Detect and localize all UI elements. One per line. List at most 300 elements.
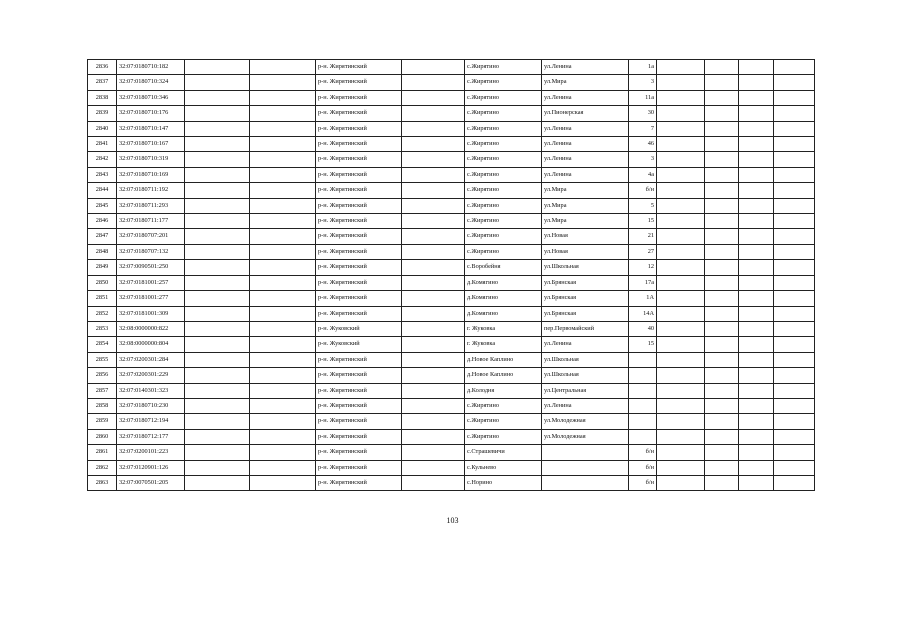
district-cell: р-н. Жирятинский [316,352,402,367]
house-number-cell: 30 [629,106,657,121]
empty-cell [185,167,250,182]
table-row [88,429,815,444]
empty-cell [739,337,774,352]
table-body [88,60,815,491]
empty-cell [657,306,705,321]
empty-cell [774,368,815,383]
district-cell: р-н. Жирятинский [316,183,402,198]
table-row [88,106,815,121]
empty-cell [739,275,774,290]
cadastral-number-cell: 32:07:0200101:223 [117,445,185,460]
row-number-cell: 2859 [88,414,117,429]
empty-cell [705,183,739,198]
empty-cell [250,414,316,429]
house-number-cell: 27 [629,244,657,259]
table-row [88,275,815,290]
empty-cell [774,352,815,367]
empty-cell [774,275,815,290]
district-cell: р-н. Жирятинский [316,229,402,244]
district-cell: р-н. Жирятинский [316,475,402,490]
table-row [88,198,815,213]
cadastral-number-cell: 32:07:0180710:230 [117,398,185,413]
house-number-cell: 7 [629,121,657,136]
empty-cell [402,167,465,182]
empty-cell [739,260,774,275]
empty-cell [402,229,465,244]
street-cell [542,460,629,475]
locality-cell: д.Комягино [465,291,542,306]
empty-cell [657,152,705,167]
empty-cell [657,398,705,413]
empty-cell [657,368,705,383]
empty-cell [774,75,815,90]
row-number-cell: 2848 [88,244,117,259]
cadastral-number-cell: 32:07:0180710:147 [117,121,185,136]
empty-cell [250,152,316,167]
empty-cell [250,460,316,475]
empty-cell [250,121,316,136]
empty-cell [185,368,250,383]
district-cell: р-н. Жуковский [316,337,402,352]
empty-cell [657,475,705,490]
empty-cell [705,275,739,290]
empty-cell [250,183,316,198]
table-row [88,183,815,198]
empty-cell [705,352,739,367]
empty-cell [657,214,705,229]
empty-cell [657,167,705,182]
street-cell: ул.Ленина [542,167,629,182]
street-cell: ул.Брянская [542,306,629,321]
table-row [88,337,815,352]
empty-cell [185,137,250,152]
empty-cell [739,60,774,75]
cadastral-number-cell: 32:08:0000000:822 [117,321,185,336]
empty-cell [402,75,465,90]
house-number-cell: 5 [629,198,657,213]
row-number-cell: 2862 [88,460,117,475]
district-cell: р-н. Жуковский [316,321,402,336]
row-number-cell: 2845 [88,198,117,213]
empty-cell [657,337,705,352]
street-cell: ул.Школьная [542,352,629,367]
empty-cell [250,398,316,413]
empty-cell [739,291,774,306]
empty-cell [705,106,739,121]
empty-cell [402,368,465,383]
house-number-cell: 4а [629,167,657,182]
district-cell: р-н. Жирятинский [316,383,402,398]
empty-cell [774,229,815,244]
street-cell: ул.Ленина [542,152,629,167]
empty-cell [402,106,465,121]
locality-cell: д.Новое Каплино [465,368,542,383]
empty-cell [657,137,705,152]
row-number-cell: 2841 [88,137,117,152]
street-cell: ул.Школьная [542,260,629,275]
cadastral-number-cell: 32:07:0180710:176 [117,106,185,121]
locality-cell: с.Жирятино [465,244,542,259]
locality-cell: с.Жирятино [465,137,542,152]
district-cell: р-н. Жирятинский [316,260,402,275]
empty-cell [739,229,774,244]
table-row [88,229,815,244]
empty-cell [705,167,739,182]
house-number-cell [629,352,657,367]
empty-cell [185,321,250,336]
empty-cell [774,445,815,460]
street-cell: ул.Мира [542,198,629,213]
district-cell: р-н. Жирятинский [316,152,402,167]
locality-cell: с.Жирятино [465,429,542,444]
table-row [88,445,815,460]
district-cell: р-н. Жирятинский [316,198,402,213]
cadastral-number-cell: 32:07:0180710:182 [117,60,185,75]
cadastral-number-cell: 32:07:0180712:177 [117,429,185,444]
empty-cell [657,321,705,336]
house-number-cell: 1А [629,291,657,306]
table-row [88,368,815,383]
empty-cell [657,229,705,244]
cadastral-number-cell: 32:07:0200301:229 [117,368,185,383]
empty-cell [657,75,705,90]
empty-cell [185,337,250,352]
locality-cell: с.Жирятино [465,75,542,90]
empty-cell [657,275,705,290]
empty-cell [250,137,316,152]
empty-cell [185,198,250,213]
empty-cell [657,445,705,460]
empty-cell [250,75,316,90]
empty-cell [657,244,705,259]
locality-cell: с.Жирятино [465,60,542,75]
house-number-cell: б/н [629,183,657,198]
street-cell: ул.Молодежная [542,429,629,444]
district-cell: р-н. Жирятинский [316,244,402,259]
empty-cell [185,214,250,229]
empty-cell [402,291,465,306]
empty-cell [250,106,316,121]
cadastral-number-cell: 32:07:0180711:192 [117,183,185,198]
street-cell: ул.Брянская [542,291,629,306]
house-number-cell: 14А [629,306,657,321]
cadastral-number-cell: 32:07:0180707:132 [117,244,185,259]
empty-cell [739,198,774,213]
locality-cell: г. Жуковка [465,337,542,352]
row-number-cell: 2847 [88,229,117,244]
table-row [88,152,815,167]
locality-cell: д.Комягино [465,306,542,321]
empty-cell [774,429,815,444]
empty-cell [739,106,774,121]
empty-cell [657,383,705,398]
empty-cell [739,90,774,105]
empty-cell [739,75,774,90]
empty-cell [774,414,815,429]
empty-cell [402,414,465,429]
cadastral-number-cell: 32:07:0181001:309 [117,306,185,321]
table-row [88,306,815,321]
row-number-cell: 2852 [88,306,117,321]
street-cell: ул.Центральная [542,383,629,398]
empty-cell [774,321,815,336]
street-cell: ул.Новая [542,229,629,244]
row-number-cell: 2849 [88,260,117,275]
district-cell: р-н. Жирятинский [316,75,402,90]
empty-cell [250,337,316,352]
empty-cell [705,368,739,383]
row-number-cell: 2856 [88,368,117,383]
empty-cell [739,429,774,444]
street-cell: ул.Пионерская [542,106,629,121]
table-row [88,244,815,259]
empty-cell [657,90,705,105]
empty-cell [657,260,705,275]
empty-cell [739,183,774,198]
locality-cell: с.Жирятино [465,106,542,121]
row-number-cell: 2838 [88,90,117,105]
empty-cell [185,106,250,121]
empty-cell [250,475,316,490]
empty-cell [250,291,316,306]
empty-cell [705,214,739,229]
locality-cell: с.Жирятино [465,229,542,244]
house-number-cell: 15 [629,337,657,352]
cadastral-number-cell: 32:08:0000000:804 [117,337,185,352]
row-number-cell: 2840 [88,121,117,136]
empty-cell [657,352,705,367]
house-number-cell [629,414,657,429]
empty-cell [402,337,465,352]
empty-cell [402,198,465,213]
empty-cell [250,214,316,229]
locality-cell: с.Жирятино [465,121,542,136]
table-row [88,460,815,475]
house-number-cell: 17а [629,275,657,290]
empty-cell [705,429,739,444]
table-row [88,260,815,275]
empty-cell [185,429,250,444]
empty-cell [250,90,316,105]
empty-cell [185,60,250,75]
house-number-cell: б/н [629,460,657,475]
empty-cell [739,167,774,182]
table-row [88,214,815,229]
empty-cell [705,75,739,90]
empty-cell [774,306,815,321]
empty-cell [739,414,774,429]
row-number-cell: 2863 [88,475,117,490]
empty-cell [402,244,465,259]
locality-cell: г. Жуковка [465,321,542,336]
empty-cell [185,352,250,367]
empty-cell [250,60,316,75]
row-number-cell: 2858 [88,398,117,413]
empty-cell [185,475,250,490]
empty-cell [774,291,815,306]
district-cell: р-н. Жирятинский [316,106,402,121]
cadastral-number-cell: 32:07:0180711:293 [117,198,185,213]
street-cell: ул.Молодежная [542,414,629,429]
cadastral-number-cell: 32:07:0070501:205 [117,475,185,490]
house-number-cell: б/н [629,475,657,490]
empty-cell [705,445,739,460]
empty-cell [185,383,250,398]
empty-cell [774,398,815,413]
house-number-cell: 3 [629,75,657,90]
cadastral-number-cell: 32:07:0180710:346 [117,90,185,105]
cadastral-number-cell: 32:07:0180710:169 [117,167,185,182]
cadastral-number-cell: 32:07:0180710:319 [117,152,185,167]
locality-cell: с.Жирятино [465,152,542,167]
empty-cell [402,214,465,229]
cadastral-number-cell: 32:07:0180710:167 [117,137,185,152]
cadastral-number-cell: 32:07:0200301:284 [117,352,185,367]
empty-cell [402,275,465,290]
locality-cell: д.Колодня [465,383,542,398]
empty-cell [705,244,739,259]
empty-cell [705,475,739,490]
street-cell: ул.Ленина [542,398,629,413]
table-row [88,414,815,429]
street-cell: ул.Мира [542,75,629,90]
empty-cell [774,260,815,275]
empty-cell [250,352,316,367]
empty-cell [774,60,815,75]
street-cell: ул.Ленина [542,137,629,152]
empty-cell [250,275,316,290]
row-number-cell: 2842 [88,152,117,167]
locality-cell: д.Комягино [465,275,542,290]
row-number-cell: 2851 [88,291,117,306]
house-number-cell: 46 [629,137,657,152]
empty-cell [657,429,705,444]
house-number-cell: 11а [629,90,657,105]
empty-cell [402,90,465,105]
row-number-cell: 2836 [88,60,117,75]
row-number-cell: 2846 [88,214,117,229]
table-row [88,90,815,105]
empty-cell [402,183,465,198]
empty-cell [402,398,465,413]
empty-cell [402,306,465,321]
empty-cell [739,383,774,398]
street-cell: ул.Мира [542,214,629,229]
empty-cell [774,90,815,105]
empty-cell [250,306,316,321]
page-number: 103 [446,516,459,525]
district-cell: р-н. Жирятинский [316,167,402,182]
table-row [88,321,815,336]
empty-cell [739,460,774,475]
empty-cell [739,214,774,229]
house-number-cell: 21 [629,229,657,244]
table-row [88,291,815,306]
district-cell: р-н. Жирятинский [316,291,402,306]
street-cell: ул.Ленина [542,121,629,136]
empty-cell [250,429,316,444]
empty-cell [250,244,316,259]
district-cell: р-н. Жирятинский [316,445,402,460]
row-number-cell: 2861 [88,445,117,460]
row-number-cell: 2854 [88,337,117,352]
empty-cell [739,152,774,167]
cadastral-number-cell: 32:07:0180710:324 [117,75,185,90]
street-cell: ул.Школьная [542,368,629,383]
empty-cell [774,183,815,198]
row-number-cell: 2837 [88,75,117,90]
empty-cell [739,306,774,321]
empty-cell [774,137,815,152]
empty-cell [657,291,705,306]
table-row [88,121,815,136]
row-number-cell: 2860 [88,429,117,444]
cadastral-number-cell: 32:07:0181001:257 [117,275,185,290]
street-cell: ул.Мира [542,183,629,198]
empty-cell [705,383,739,398]
locality-cell: с.Жирятино [465,90,542,105]
district-cell: р-н. Жирятинский [316,60,402,75]
district-cell: р-н. Жирятинский [316,429,402,444]
empty-cell [705,198,739,213]
row-number-cell: 2857 [88,383,117,398]
empty-cell [185,398,250,413]
empty-cell [774,214,815,229]
empty-cell [739,137,774,152]
table-row [88,398,815,413]
locality-cell: с.Жирятино [465,214,542,229]
empty-cell [739,244,774,259]
empty-cell [705,260,739,275]
locality-cell: с.Жирятино [465,167,542,182]
empty-cell [705,152,739,167]
cadastral-number-cell: 32:07:0090501:250 [117,260,185,275]
empty-cell [705,291,739,306]
empty-cell [774,106,815,121]
empty-cell [774,167,815,182]
empty-cell [657,106,705,121]
row-number-cell: 2844 [88,183,117,198]
house-number-cell [629,383,657,398]
empty-cell [705,60,739,75]
cadastral-number-cell: 32:07:0180711:177 [117,214,185,229]
empty-cell [705,90,739,105]
empty-cell [402,475,465,490]
district-cell: р-н. Жирятинский [316,368,402,383]
row-number-cell: 2855 [88,352,117,367]
locality-cell: с.Жирятино [465,398,542,413]
property-register-table [87,59,815,491]
empty-cell [402,429,465,444]
cadastral-number-cell: 32:07:0180707:201 [117,229,185,244]
house-number-cell [629,398,657,413]
empty-cell [402,152,465,167]
empty-cell [774,383,815,398]
house-number-cell: 1а [629,60,657,75]
house-number-cell: 12 [629,260,657,275]
empty-cell [402,137,465,152]
cadastral-number-cell: 32:07:0120901:126 [117,460,185,475]
empty-cell [185,275,250,290]
empty-cell [739,445,774,460]
empty-cell [657,198,705,213]
empty-cell [774,475,815,490]
street-cell: ул.Ленина [542,90,629,105]
empty-cell [185,152,250,167]
empty-cell [705,229,739,244]
empty-cell [705,337,739,352]
row-number-cell: 2839 [88,106,117,121]
